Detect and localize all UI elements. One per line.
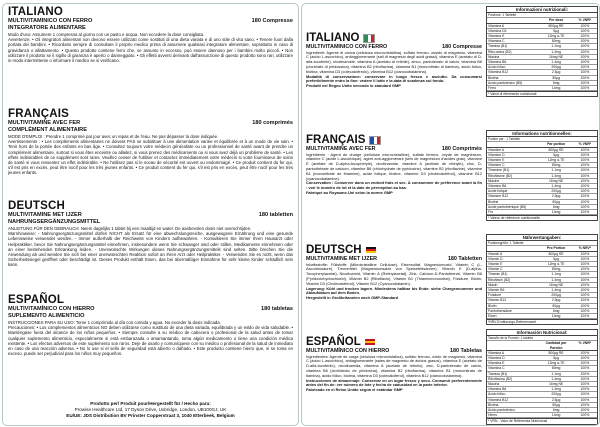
table-cell: Vitamina E bbox=[488, 361, 505, 366]
table-cell: 200µg bbox=[551, 293, 561, 298]
table-cell: 12mg α-TE bbox=[547, 158, 565, 163]
table-cell: 100% bbox=[580, 262, 590, 267]
german-ingredients-section bbox=[306, 244, 482, 301]
table-cell: 100% bbox=[580, 60, 590, 65]
product-name: MULTIVITAMINE MET IJZER bbox=[306, 256, 378, 262]
table-cell: 5µg bbox=[553, 152, 559, 157]
table-cell: 14mg bbox=[551, 314, 561, 319]
footer-line: EU/UE: JDS Distribution BV Prinster Copperstraat 3, 1040 Etterbeek, Belgium bbox=[66, 413, 235, 418]
table-cell: Riboflavine (B2) bbox=[488, 173, 513, 178]
tablet-count: 180 Tabletas bbox=[450, 348, 482, 354]
table-cell: 14mg bbox=[551, 413, 561, 418]
table-cell: 800µg RE bbox=[548, 23, 564, 28]
usage-text: Modo d'uso: Assumere 1 compressa al giorno con un pasto e acqua. Non eccedere la dose consigliata. bbox=[8, 32, 205, 37]
table-footnote: *NRV-Ernährungs-Referenzwert bbox=[487, 319, 597, 324]
table-cell: Pantothensäure bbox=[488, 308, 512, 313]
table-cell: Riboflavina (B2) bbox=[488, 376, 513, 381]
column-header: Pro Portion bbox=[546, 246, 566, 251]
table-cell: 100% bbox=[580, 298, 590, 303]
table-cell: 12mg α-TE bbox=[547, 361, 565, 366]
table-cell: 100% bbox=[580, 23, 590, 28]
spain-flag-icon bbox=[365, 339, 375, 346]
product-name: MULTIVITAMÍNICO CON HIERRO bbox=[8, 306, 95, 312]
table-cell: Vitamine B12 bbox=[488, 194, 509, 199]
language-heading: ESPAÑOL bbox=[8, 294, 65, 306]
table-cell: 100% bbox=[580, 147, 590, 152]
product-name: MULTIVITAMINICO CON FERRO bbox=[8, 18, 93, 24]
table-cell: 1.1mg bbox=[551, 272, 561, 277]
table-cell: 1.4mg bbox=[551, 277, 561, 282]
table-cell: 100% bbox=[580, 272, 590, 277]
table-cell: Vitamina D bbox=[488, 356, 505, 361]
table-cell: Vitamina A bbox=[488, 23, 505, 28]
table-cell: Vitamina B6 bbox=[488, 60, 507, 65]
table-footnote: * Valori di riferimento nutrizionali bbox=[487, 91, 597, 96]
table-cell: Niacine bbox=[488, 178, 500, 183]
storage-text: Conservation : Conserver dans un endroit frais et sec. À consommer de préférence avant la fin : voir le numéro de lot et la date de péremption au bas. bbox=[306, 180, 482, 191]
language-heading: FRANÇAIS bbox=[8, 108, 70, 120]
table-cell: 100% bbox=[580, 65, 590, 70]
table-cell: 200µg bbox=[551, 65, 561, 70]
ingredients-text: Ingredientes: Agente de carga (celulosa microcristalina), sulfato ferroso, óxido de magnesio, vitamina C (ácido L-ascórbico), antiaglomerante (sales de magnesio de ácidos grasos), vitamina E (acetato de D-alfa-tocoferilo), nicotinamida, vitamina A (acetato de retinilo), zinc, D-pantotenato de calcio, vitamina B6 (clorhidrato de piridoxina), vitamina B2 (riboflavina), vitamina B1 (mononitrato de tiamina), ácido fólico, biotina, vitamina D3 (colecalciferol), vitamina B12 (cianocobalamina). bbox=[306, 353, 482, 378]
table-cell: 1.4mg bbox=[551, 184, 561, 189]
column-header: Par portion bbox=[547, 142, 566, 147]
table-cell: 100% bbox=[580, 267, 590, 272]
usage-text: ANLEITUNG FÜR DEN GEBRAUCH: Neem dagelijks 1 tablet bij een maaltijd en water. De aanbevolen dosis niet overschrijden. bbox=[8, 226, 252, 231]
origin-text: Fabriqué au Royaume-Uni selon la norme GMP bbox=[306, 189, 393, 195]
table-cell: Acide pantothénique (B5) bbox=[488, 204, 527, 209]
table-cell: 1.4mg bbox=[551, 387, 561, 392]
warnings-panel bbox=[2, 3, 299, 426]
france-flag-icon bbox=[369, 136, 381, 145]
table-cell: 1.4mg bbox=[551, 49, 561, 54]
warnings-text: Warnhinweise: - Nahrungsergänzungsmittel dürfen NICHT als Ersatz für eine abwechslungsreiche, ausgewogene Ernährung und eine gesunde Lebensweise verwendet werden. - Immer außerhalb der Reichweite von Kindern aufbewahren. - Konsultieren Sie immer Ihren Hausarzt oder Heilpraktiker, bevor Sie Nahrungsergänzungsmittel einnehmen, insbesondere wenn Sie schwanger sind oder stillen, Medikamente einnehmen oder an einer bestehenden Erkrankung leiden. - Unerwünschte Wirkungen dieses Nahrungsergänzungsmittels sind selten. Bitte brechen Sie die Anwendung ab und wenden Sie sich bei einer unerwünschten Reaktion sofort an Ihren Arzt oder Heilpraktiker. - Verwenden Sie es nicht, wenn das Sicherheitssiegel geöffnet oder beschädigt ist. Dieses Produkt enthält Eisen, das bei übermäßiger Einnahme für sehr kleine Kinder schädlich sein kann. bbox=[8, 231, 293, 268]
table-cell: 100% bbox=[580, 308, 590, 313]
manufacturer-footer bbox=[3, 401, 298, 419]
table-cell: Niacina bbox=[488, 382, 500, 387]
table-cell: 5µg bbox=[553, 356, 559, 361]
italy-flag-icon bbox=[363, 34, 375, 43]
table-cell: 100% bbox=[580, 277, 590, 282]
table-cell: Vitamine B6 bbox=[488, 184, 507, 189]
table-cell: 100% bbox=[580, 199, 590, 204]
table-cell: Tiamina (B1) bbox=[488, 371, 508, 376]
column-header: Per dose bbox=[548, 18, 564, 23]
table-cell: 100% bbox=[580, 293, 590, 298]
table-cell: 100% bbox=[580, 408, 590, 413]
table-cell: 80mg bbox=[551, 366, 561, 371]
table-cell: Vitamina A bbox=[488, 350, 505, 355]
table-cell: 16mg NE bbox=[549, 54, 564, 59]
ingredients-text: Inhaltsstoffe: Füllstoffe (Mikrokristalline Cellulose), Eisensulfat, Magnesiumoxid, Vitamin C (L-Ascorbinsäure), Trennmittel (Magnesiumsalze von Speisefettsäuren), Vitamin E (D-alpha-Tocopherylacetat), Nicotinamid, Vitamin A (Retinylacetat), Zink, Calcium-D-Pantothenat, Vitamin B6 (Pyridoxinhydrochlorid), Vitamin B2 (Riboflavin), Vitamin B1 (Thiaminmononitrat), Folsäure, Biotin, Vitamin D3 (Cholecalciferol), Vitamin B12 (Cyanocobalamin). bbox=[306, 261, 482, 286]
table-footnote: * Valeur de référence nutritionnelle bbox=[487, 215, 597, 220]
table-cell: 2.5µg bbox=[551, 397, 561, 402]
product-category: SUPLEMENTO ALIMENTICIO bbox=[8, 313, 85, 319]
tablet-count: 180 comprimés bbox=[252, 120, 293, 126]
usage-text: MODE D'EMPLOI : Prendre 1 comprimé par jour avec un repas et de l'eau. Ne pas dépasser la dose indiquée. bbox=[8, 134, 219, 139]
table-cell: Thiamin (B1) bbox=[488, 272, 508, 277]
serving-size: Portion par : 1 Tablette bbox=[488, 137, 521, 142]
language-heading: DEUTSCH bbox=[306, 244, 362, 256]
tablet-count: 180 Tabletten bbox=[447, 256, 482, 262]
table-cell: 100% bbox=[580, 194, 590, 199]
nutrition-table-german bbox=[486, 234, 598, 325]
table-cell: 100% bbox=[580, 184, 590, 189]
table-cell: Vitamine E bbox=[488, 158, 505, 163]
table-title: Nährwertangaben: bbox=[487, 235, 597, 241]
product-name: MULTIVITAMINICO CON FERRO bbox=[306, 44, 388, 50]
ingredients-text: Ingredienti: Agente di carica (cellulosa microcristallina), solfato ferroso, ossido di magnesio, vitamina C (acido L-ascorbico), antiagglomerante (sali di magnesio degli acidi grassi), vitamina E (acetato di D-alfa-tocoferile), nicotinamide, vitamina A (acetato di retinile), zinco, pantotenato di calcio, vitamina B6 (cloridrato di piridossina), vitamina B2 (riboflavina), vitamina B1 (mononitrato di tiamina), acido folico, biotina, vitamina D3 (colecalciferolo), vitamina B12 (cianocobalamina). bbox=[306, 49, 482, 74]
table-cell: Vitamin B12 bbox=[488, 298, 507, 303]
table-cell: Vitamin D bbox=[488, 256, 503, 261]
table-cell: 100% bbox=[580, 288, 590, 293]
table-cell: 100% bbox=[580, 49, 590, 54]
french-section bbox=[8, 108, 293, 176]
table-cell: Acido pantotenico (B5) bbox=[488, 80, 523, 85]
table-cell: 200µg bbox=[551, 392, 561, 397]
column-header: % NRV* bbox=[578, 246, 592, 251]
product-name: MULTIVITAMINE AVEC FER bbox=[8, 120, 81, 126]
table-cell: 800µg RE bbox=[548, 251, 564, 256]
table-cell: 100% bbox=[580, 75, 590, 80]
table-cell: 14mg bbox=[551, 86, 561, 91]
product-category: COMPLÉMENT ALIMENTAIRE bbox=[8, 127, 87, 133]
origin-text: Hergestellt in Großbritannien nach GMP-Standard bbox=[306, 295, 399, 301]
table-cell: 100% bbox=[580, 413, 590, 418]
table-cell: Biotina bbox=[488, 75, 499, 80]
tablet-count: 180 Compresse bbox=[251, 18, 293, 24]
column-header bbox=[487, 246, 539, 250]
table-cell: 100% bbox=[580, 158, 590, 163]
table-cell: 100% bbox=[580, 392, 590, 397]
table-cell: 100% bbox=[580, 314, 590, 319]
tablet-count: 180 tabletas bbox=[260, 306, 293, 312]
table-cell: 100% bbox=[580, 178, 590, 183]
table-cell: Ácido fólico bbox=[488, 392, 506, 397]
table-cell: Folsäure bbox=[488, 293, 502, 298]
italian-ingredients-section bbox=[306, 32, 482, 89]
table-cell: 100% bbox=[580, 86, 590, 91]
product-name: MULTIVITAMÍNICO CON HIERRO bbox=[306, 348, 390, 354]
table-cell: 1.4mg bbox=[551, 173, 561, 178]
table-cell: 100% bbox=[580, 366, 590, 371]
product-name: MULTIVITAMINE MET IJZER bbox=[8, 212, 82, 218]
table-cell: 16mg NE bbox=[549, 178, 564, 183]
table-cell: 5µg bbox=[553, 28, 559, 33]
table-cell: Vitamina B12 bbox=[488, 397, 509, 402]
table-cell: Vitamin C bbox=[488, 267, 503, 272]
table-cell: Vitamine C bbox=[488, 163, 505, 168]
table-cell: Acido folico bbox=[488, 65, 506, 70]
column-header: % VNR* bbox=[578, 341, 592, 346]
language-heading: ITALIANO bbox=[306, 32, 360, 44]
table-cell: 80mg bbox=[551, 39, 561, 44]
product-category: NAHRUNGSERGÄNZUNGSMITTEL bbox=[8, 219, 101, 225]
footer-line: Prodotto per/ Produit pour/Hergestellt für / Hecho para: bbox=[90, 401, 211, 406]
table-cell: Vitamine A bbox=[488, 147, 505, 152]
table-cell: Biotine bbox=[488, 199, 499, 204]
table-cell: 50µg bbox=[552, 199, 560, 204]
table-cell: 14mg bbox=[551, 210, 561, 215]
table-cell: 1.1mg bbox=[551, 44, 561, 49]
serving-size: Porzione: 1 Tablette bbox=[488, 13, 517, 18]
table-cell: 1.4mg bbox=[551, 376, 561, 381]
table-cell: 100% bbox=[580, 204, 590, 209]
table-cell: Fer bbox=[488, 210, 494, 215]
storage-text: Instrucciones de almacenaje: Conservar en un lugar fresco y seco. Consumir preferentemente antes del fin de: ver número de lote y fecha de caducidad en la parte inferior. bbox=[306, 377, 482, 388]
table-cell: 100% bbox=[580, 70, 590, 75]
table-cell: Vitamina B12 bbox=[488, 70, 509, 75]
table-cell: 2.5µg bbox=[551, 194, 561, 199]
table-cell: Vitamina E bbox=[488, 34, 505, 39]
table-cell: 800µg RE bbox=[548, 350, 564, 355]
table-cell: 5µg bbox=[553, 256, 559, 261]
footer-line: Prowise Healthcare Ltd, 17 Dyson Drive, Uxbridge, London, UB100GJ, UK bbox=[74, 407, 227, 412]
table-footnote: * VRN - Valor de Referencia Nutricional bbox=[487, 418, 597, 423]
product-category: INTEGRATORE ALIMENTARE bbox=[8, 25, 86, 31]
table-cell: 100% bbox=[580, 402, 590, 407]
serving-size: Tamaño de la Porción: 1 tableta bbox=[488, 336, 533, 341]
table-cell: 100% bbox=[580, 44, 590, 49]
table-cell: Vitamina C bbox=[488, 366, 505, 371]
germany-flag-icon bbox=[366, 247, 376, 254]
table-cell: 6mg bbox=[552, 308, 560, 313]
table-cell: Tiamina (B1) bbox=[488, 44, 508, 49]
french-ingredients-section bbox=[306, 134, 482, 196]
table-cell: 100% bbox=[580, 350, 590, 355]
table-cell: Eisen bbox=[488, 314, 497, 319]
product-name: MULTIVITAMINE AVEC FER bbox=[306, 146, 376, 152]
ingredients-panel bbox=[301, 3, 600, 426]
table-cell: 100% bbox=[580, 189, 590, 194]
table-cell: Hierro bbox=[488, 413, 498, 418]
nutrition-table-spanish bbox=[486, 329, 598, 425]
tablet-count: 180 tabletten bbox=[258, 212, 293, 218]
table-header-row bbox=[487, 341, 597, 350]
nutrition-table-french bbox=[486, 130, 598, 221]
table-cell: 6mg bbox=[552, 204, 560, 209]
table-cell: Ferro bbox=[488, 86, 497, 91]
column-header: % VNR* bbox=[578, 18, 592, 23]
table-cell: 100% bbox=[580, 163, 590, 168]
table-cell: 100% bbox=[580, 256, 590, 261]
table-cell: 100% bbox=[580, 356, 590, 361]
table-cell: Ribo-avina (B2) bbox=[488, 49, 512, 54]
table-cell: 2.5µg bbox=[551, 70, 561, 75]
tablet-count: 180 Comprimés bbox=[441, 146, 482, 152]
column-header bbox=[487, 142, 539, 146]
german-section bbox=[8, 200, 293, 268]
language-heading: FRANÇAIS bbox=[306, 134, 366, 146]
table-cell: 100% bbox=[580, 168, 590, 173]
language-heading: ESPAÑOL bbox=[306, 336, 361, 348]
table-cell: Niacina bbox=[488, 54, 500, 59]
table-cell: 80mg bbox=[551, 267, 561, 272]
table-cell: 100% bbox=[580, 28, 590, 33]
table-title: Información Nutricional: bbox=[487, 330, 597, 336]
table-cell: 16mg NE bbox=[549, 382, 564, 387]
table-cell: 100% bbox=[580, 34, 590, 39]
usage-text: INSTRUCCIONES PARA SU USO: Tome 1 comprimido al día con comida y agua. No exceder la dosis indicada. bbox=[8, 320, 221, 325]
table-cell: Vitamine D bbox=[488, 152, 505, 157]
table-cell: 100% bbox=[580, 387, 590, 392]
table-cell: 100% bbox=[580, 210, 590, 215]
table-cell: 50µg bbox=[552, 75, 560, 80]
table-cell: Vitamina B6 bbox=[488, 387, 507, 392]
warnings-text: Avvertenze: • Gli integratori alimentari non devono essere utilizzati come sostituti di una dieta variata e di uno stile di vita sano. • Tenere fuori dalla portata dei bambini. • Ricordarsi sempre di consultare il proprio medico prima di assumere qualsiasi integratore alimentare, soprattutto in caso di gravidanza o allattamento. • Questo prodotto contiene ferro che, se assunto in eccesso, può essere dannoso per i bambini molto piccoli. • Non utilizzare il prodotto se il sigillo di garanzia è aperto o danneggiato. • Gli effetti avversi derivanti dall'assunzione di questo prodotto sono rari, utilizzare in modo intermittente o informare il medico se si verificano. bbox=[8, 37, 293, 64]
origin-text: Fabricado en el Reino Unido según el estándar GMP bbox=[306, 387, 403, 393]
warnings-text: Avertissements : • Les compléments alimentaires ne doivent PAS se substituer à une alimentation variée et équilibrée et à un mode de vie sain. • Tenir hors de la portée des enfants en bas âge. • Consultez toujours votre médecin généraliste ou un professionnel de santé avant de prendre un complément alimentaire, surtout si vous êtes enceinte ou allaitez, si vous prenez des médicaments ou si vous avez déjà un problème de santé. • Les effets indésirables de ce supplément sont rares. Veuillez cesser de l'utiliser et contactez immédiatement votre médecin si votre fournisseur de soins de santé si vous ressentez un effet indésirable. • Ne l'utilisez pas si le sceau de sécurité est ouvert ou endommagé. • Ce produit contient du fer qui, s'il est pris en excès, peut être nocif pour les très jeunes enfants. • Ce produit contient du fer qui, s'il est pris en excès, peut être nocif pour les très jeunes enfants. bbox=[8, 139, 293, 176]
serving-size: Portionsgröße: 1 Tablette bbox=[488, 241, 524, 246]
table-cell: 80mg bbox=[551, 163, 561, 168]
table-cell: 1.4mg bbox=[551, 60, 561, 65]
italian-section bbox=[8, 6, 293, 63]
table-cell: Vitamin E bbox=[488, 262, 503, 267]
table-cell: Vitamin A bbox=[488, 251, 503, 256]
column-header: Cantidad por Porción bbox=[545, 341, 567, 350]
storage-text: Lagerung: Kühl und trocken lagern. Mindestens haltbar bis Ende: siehe Chargennummer und Ablaufdatum auf dem Boden. bbox=[306, 285, 482, 296]
table-cell: Vitamin B6 bbox=[488, 288, 505, 293]
table-cell: 100% bbox=[580, 361, 590, 366]
ingredients-text: Ingrédients : Agent de charge (cellulose microcristalline), sulfate ferreux, oxyde de magnésium, vitamine C (acide L-ascorbique), agent anti-agglomérant (sels de magnésium d'acides gras), vitamine E (acétate de D-alpha-tocophéryle), nicotinamide, vitamine A (acétate de rétinyle), zinc, D-pantothénate de calcium, vitamine B6 (chlorhydrate de pyridoxine), vitamine B2 (riboflavine), vitamine B1 (mononitrate de thiamine), acide folique, biotine, vitamine D3 (cholécalciférol), vitamine B12 (cyanocobalamine). bbox=[306, 151, 482, 181]
table-cell: Vitamina C bbox=[488, 39, 505, 44]
table-cell: Biotin bbox=[488, 303, 497, 308]
table-cell: Vitamina D3 bbox=[488, 28, 507, 33]
table-cell: 100% bbox=[580, 251, 590, 256]
table-cell: 100% bbox=[580, 80, 590, 85]
table-cell: 100% bbox=[580, 173, 590, 178]
column-header: % VNR* bbox=[578, 142, 592, 147]
table-cell: 100% bbox=[580, 152, 590, 157]
table-cell: 12mg α-TE bbox=[547, 34, 565, 39]
table-title: Informazioni nutrizionali: bbox=[487, 7, 597, 13]
language-heading: DEUTSCH bbox=[8, 200, 65, 212]
table-cell: Ácido pantoténico bbox=[488, 408, 515, 413]
warnings-text: Precauciones: • Los complementos alimenticios NO deben utilizarse como sustituto de una dieta variada, equilibrada y un estilo de vida saludable. • Manténgase fuera del alcance de los niños pequeños. • Siempre consulte a su médico de cabecera o profesional de la salud antes de tomar cualquier suplemento alimenticio, especialmente si está embarazada o amamantando, toma algún medicamento o tiene una condición médica existente. • Los efectos adversos de este suplemento son raros. Deje de usarlo y comuníquese con su médico o profesional de la salud de inmediato en caso de una reacción adversa. • No lo use si el sello de seguridad está abierto o dañado. • Este producto contiene hierro que, si se toma en exceso, puede ser perjudicial para los niños muy pequeños. bbox=[8, 325, 293, 357]
table-cell: 1.1mg bbox=[551, 371, 561, 376]
table-cell: 16mg NE bbox=[549, 282, 564, 287]
table-cell: 50µg bbox=[552, 402, 560, 407]
table-cell: 1.4mg bbox=[551, 288, 561, 293]
spanish-ingredients-section bbox=[306, 336, 482, 393]
table-cell: 100% bbox=[580, 303, 590, 308]
table-cell: 800µg RE bbox=[548, 147, 564, 152]
table-cell: Niacin bbox=[488, 282, 498, 287]
nutrition-table-italian bbox=[486, 6, 598, 97]
table-cell: 100% bbox=[580, 397, 590, 402]
language-heading: ITALIANO bbox=[8, 6, 64, 18]
table-cell: 100% bbox=[580, 282, 590, 287]
table-title: Informations nutritionnelles: bbox=[487, 131, 597, 137]
table-cell: 100% bbox=[580, 382, 590, 387]
table-cell: 6mg bbox=[552, 408, 560, 413]
storage-text: Modalità di conservazione: conservare in luogo fresco e asciutto. Da consumarsi preferibilmente entro la fine: vedere il lotto e la data di scadenza sul fondo. bbox=[306, 73, 482, 84]
table-cell: 200µg bbox=[551, 189, 561, 194]
table-cell: 50µg bbox=[552, 303, 560, 308]
table-cell: 12mg α-TE bbox=[547, 262, 565, 267]
column-header bbox=[487, 341, 539, 349]
table-cell: Acide folique bbox=[488, 189, 508, 194]
tablet-count: 180 Compresse bbox=[442, 44, 482, 50]
table-cell: 1.1mg bbox=[551, 168, 561, 173]
table-cell: Thiamine (B1) bbox=[488, 168, 510, 173]
spanish-section bbox=[8, 294, 293, 356]
origin-text: Prodotti nel Regno Unito secondo lo standard GMP bbox=[306, 83, 401, 89]
table-cell: 100% bbox=[580, 376, 590, 381]
table-cell: 2.5µg bbox=[551, 298, 561, 303]
table-cell: 100% bbox=[580, 54, 590, 59]
table-cell: Biotina bbox=[488, 402, 499, 407]
table-cell: 6mg bbox=[552, 80, 560, 85]
column-header bbox=[487, 18, 539, 22]
table-cell: 100% bbox=[580, 371, 590, 376]
table-cell: 100% bbox=[580, 39, 590, 44]
table-cell: Riboflavin (B2) bbox=[488, 277, 511, 282]
